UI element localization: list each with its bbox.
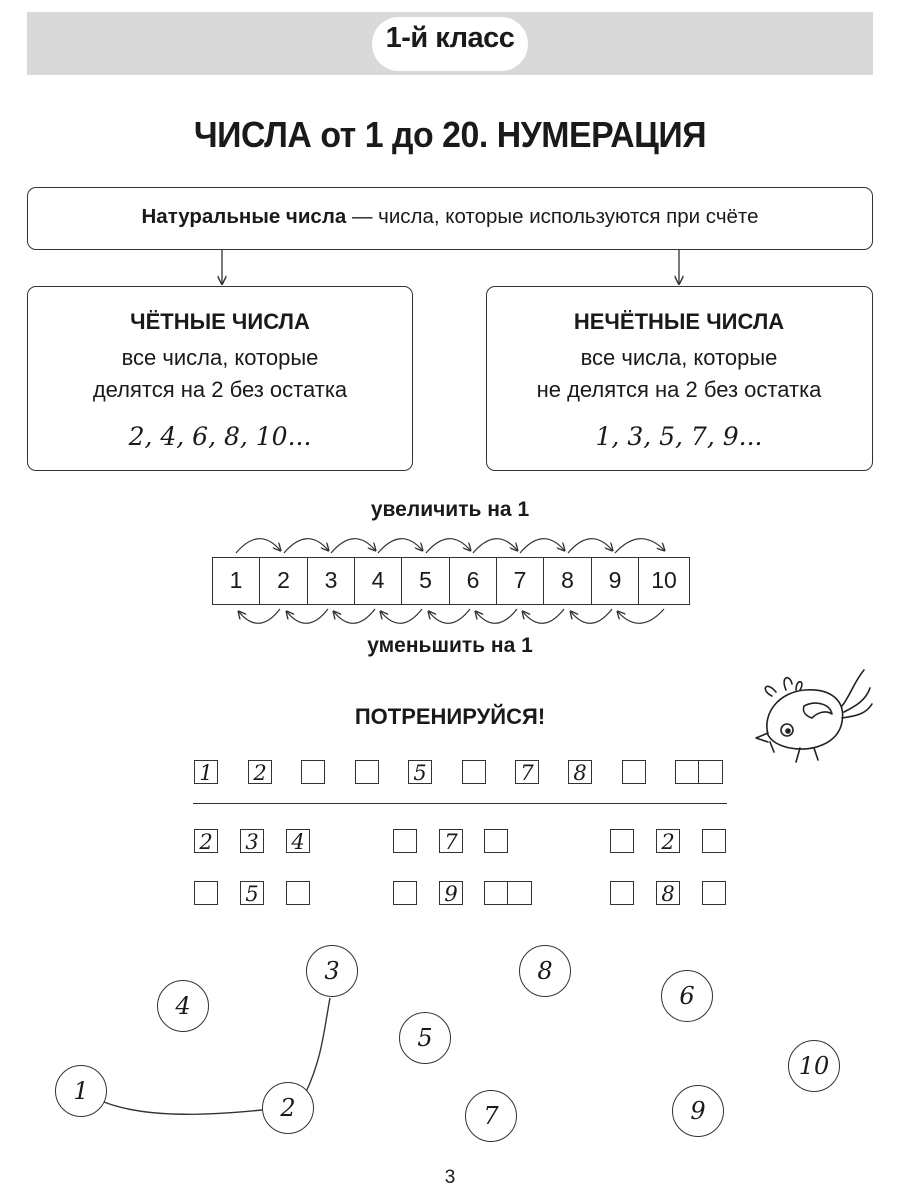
increase-arcs — [236, 539, 664, 553]
odd-card-line-1: все числа, которые — [580, 345, 778, 370]
answer-double-square[interactable] — [675, 760, 723, 784]
decrease-arcs — [239, 609, 664, 623]
number-line-cell: 1 — [212, 557, 260, 605]
answer-square[interactable]: 9 — [439, 881, 463, 905]
answer-square[interactable] — [355, 760, 379, 784]
number-line-cell: 6 — [449, 557, 497, 605]
grade-label: 1-й класс — [385, 22, 515, 54]
even-card-line-2: делятся на 2 без остатка — [92, 377, 348, 402]
answer-square[interactable] — [610, 881, 634, 905]
answer-square[interactable]: 7 — [439, 829, 463, 853]
answer-square[interactable]: 2 — [194, 829, 218, 853]
number-line-cell: 4 — [354, 557, 402, 605]
answer-square[interactable]: 5 — [240, 881, 264, 905]
odd-card-line-2: не делятся на 2 без остатка — [536, 377, 822, 402]
dot-circle-1[interactable]: 1 — [55, 1065, 107, 1117]
answer-square[interactable]: 1 — [194, 760, 218, 784]
number-line-cell: 8 — [543, 557, 592, 605]
page-number: 3 — [444, 1167, 456, 1188]
page-title: ЧИСЛА от 1 до 20. НУМЕРАЦИЯ — [193, 114, 707, 155]
answer-square[interactable] — [610, 829, 634, 853]
answer-square[interactable]: 3 — [240, 829, 264, 853]
odd-card-title: НЕЧЁТНЫЕ ЧИСЛА — [573, 309, 785, 334]
number-line-cell: 2 — [259, 557, 308, 605]
dot-circle-2[interactable]: 2 — [262, 1082, 314, 1134]
number-line-cell: 7 — [496, 557, 544, 605]
dot-circle-8[interactable]: 8 — [519, 945, 571, 997]
definition-term: Натуральные числа — [141, 205, 347, 228]
even-card-examples: 2, 4, 6, 8, 10... — [128, 422, 312, 451]
dot-circle-4[interactable]: 4 — [157, 980, 209, 1032]
answer-square[interactable]: 4 — [286, 829, 310, 853]
increase-label: увеличить на 1 — [370, 498, 530, 521]
decrease-label: уменьшить на 1 — [367, 634, 533, 657]
answer-square[interactable] — [622, 760, 646, 784]
answer-square[interactable]: 7 — [515, 760, 539, 784]
answer-square[interactable]: 5 — [408, 760, 432, 784]
dot-circle-3[interactable]: 3 — [306, 945, 358, 997]
even-card-line-1: все числа, которые — [121, 345, 319, 370]
answer-square[interactable] — [393, 881, 417, 905]
practice-title: ПОТРЕНИРУЙСЯ! — [354, 704, 546, 729]
dot-circle-7[interactable]: 7 — [465, 1090, 517, 1142]
connect-line-2-3 — [306, 998, 330, 1092]
answer-square[interactable] — [301, 760, 325, 784]
dot-circle-6[interactable]: 6 — [661, 970, 713, 1022]
number-line-cell: 3 — [307, 557, 355, 605]
definition-text — [0, 205, 900, 229]
answer-square[interactable] — [393, 829, 417, 853]
dot-circle-10[interactable]: 10 — [788, 1040, 840, 1092]
answer-square[interactable] — [484, 829, 508, 853]
answer-square[interactable] — [194, 881, 218, 905]
answer-double-square[interactable] — [484, 881, 532, 905]
definition-description: — числа, которые используются при счёте — [346, 205, 759, 228]
number-line-cell: 9 — [591, 557, 639, 605]
connect-line-1-2 — [104, 1102, 262, 1114]
number-line-cell: 5 — [401, 557, 450, 605]
answer-square[interactable] — [462, 760, 486, 784]
answer-square[interactable]: 2 — [656, 829, 680, 853]
answer-square[interactable]: 8 — [568, 760, 592, 784]
answer-square[interactable]: 2 — [248, 760, 272, 784]
even-card-title: ЧЁТНЫЕ ЧИСЛА — [130, 309, 310, 334]
number-line-cell: 10 — [638, 557, 690, 605]
dot-circle-5[interactable]: 5 — [399, 1012, 451, 1064]
answer-square[interactable]: 8 — [656, 881, 680, 905]
answer-square[interactable] — [702, 829, 726, 853]
answer-square[interactable] — [702, 881, 726, 905]
odd-card-examples: 1, 3, 5, 7, 9... — [595, 422, 763, 451]
dot-circle-9[interactable]: 9 — [672, 1085, 724, 1137]
practice-divider — [193, 803, 727, 804]
answer-square[interactable] — [286, 881, 310, 905]
